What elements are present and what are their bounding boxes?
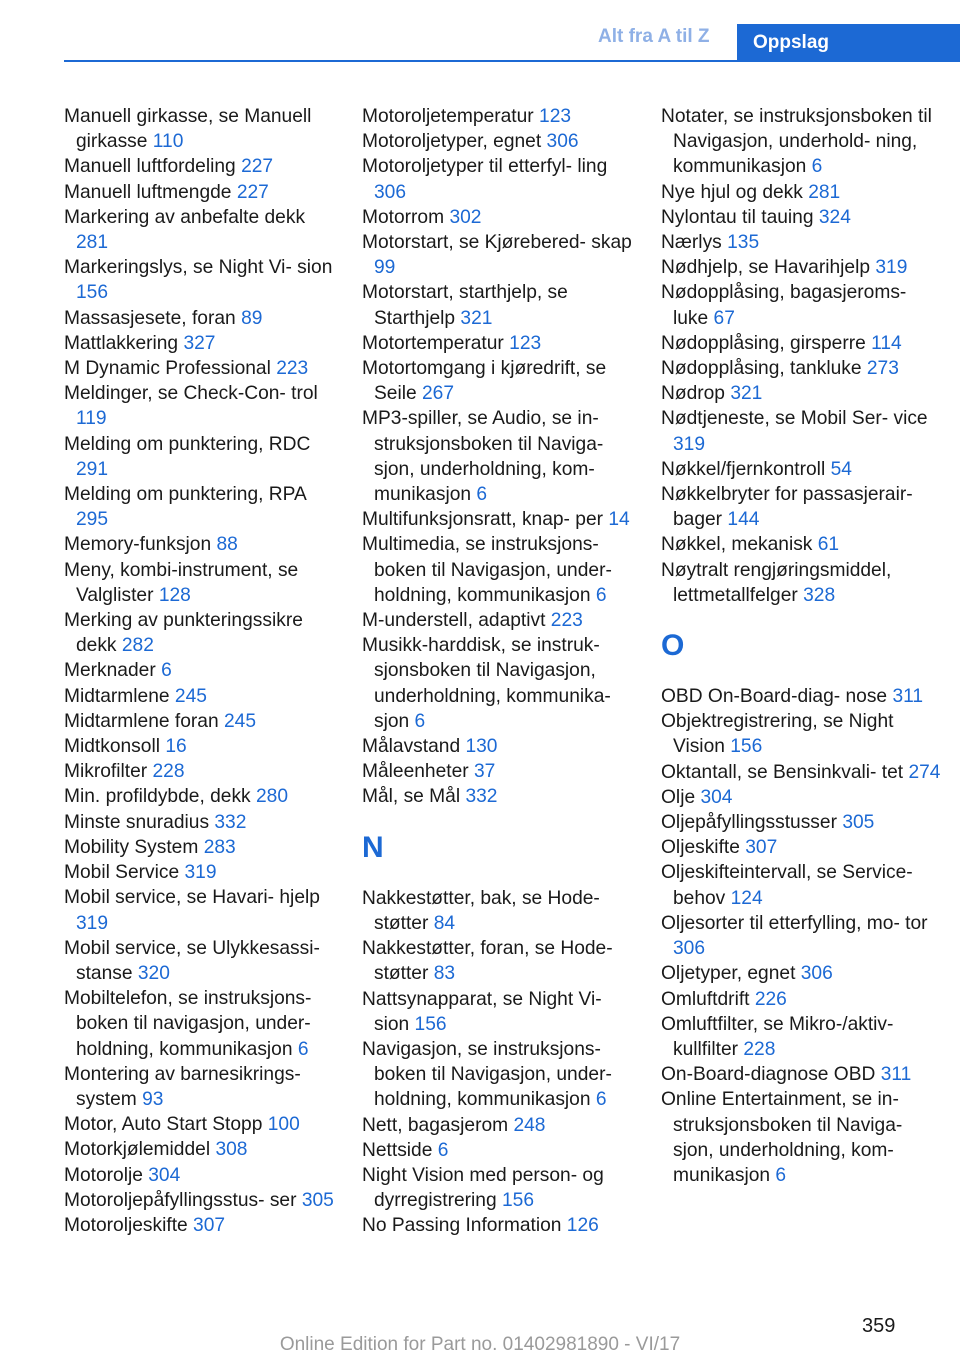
index-page-link[interactable]: 227 (241, 156, 274, 178)
index-entry-text: Montering av barnesikrings- system (64, 1063, 301, 1110)
index-entry-text: Nøkkel/fjernkontroll (661, 458, 826, 480)
index-entry-text: Merknader (64, 660, 156, 682)
index-entry (64, 885, 339, 935)
index-entry (661, 684, 941, 709)
index-entry-text: Måleenheter (362, 761, 469, 783)
index-letter-heading: N (362, 830, 384, 864)
index-entry (64, 356, 339, 381)
index-entry (362, 280, 637, 330)
index-page-link[interactable]: 332 (465, 786, 498, 808)
index-entry (661, 205, 941, 230)
index-entry (64, 810, 339, 835)
index-entry-text: Memory-funksjon (64, 534, 212, 556)
index-letter-heading: O (661, 629, 685, 663)
index-entry-text: Nødopplåsing, bagasjeroms- luke (661, 282, 907, 329)
index-entry-text: M Dynamic Professional (64, 358, 271, 380)
index-entry (64, 684, 339, 709)
index-entry-text: Markeringslys, se Night Vi- sion (64, 257, 333, 279)
index-page-link[interactable]: 304 (700, 786, 733, 808)
index-entry (661, 356, 941, 381)
index-entry (362, 104, 637, 129)
index-page-link[interactable]: 223 (550, 610, 583, 632)
index-entry-text: Mikrofilter (64, 761, 148, 783)
index-entry (64, 784, 339, 809)
index-entry (64, 1213, 339, 1238)
index-entry (64, 936, 339, 986)
index-page-link[interactable]: 6 (775, 1164, 787, 1186)
index-entry-text: Minste snuradius (64, 811, 210, 833)
index-entry (64, 558, 339, 608)
index-entry (64, 532, 339, 557)
index-entry (64, 104, 339, 154)
index-page-link[interactable]: 324 (818, 206, 851, 228)
index-page-link[interactable]: 281 (808, 181, 841, 203)
index-entry (64, 1112, 339, 1137)
index-entry-text: Motoroljetemperatur (362, 106, 534, 127)
index-entry (362, 406, 637, 507)
index-entry-text: Nettside (362, 1139, 433, 1161)
index-entry-text: Oljeskifteintervall, se Service- behov (661, 862, 913, 909)
index-entry (661, 280, 941, 330)
index-entry-text: Nødrop (661, 383, 725, 405)
index-entry (661, 1012, 941, 1062)
index-entry (661, 1087, 941, 1188)
index-page-link[interactable]: 305 (842, 812, 875, 834)
index-entry (64, 860, 339, 885)
index-page-link[interactable]: 223 (276, 358, 309, 380)
index-entry (661, 180, 941, 205)
page-number: 359 (862, 1315, 896, 1337)
index-page-link[interactable]: 328 (803, 584, 836, 606)
index-entry-text: Melding om punktering, RPA (64, 484, 306, 506)
index-page-link[interactable]: 156 (730, 736, 763, 758)
index-entry (64, 759, 339, 784)
index-page-link[interactable]: 88 (216, 534, 238, 556)
index-page-link[interactable]: 228 (152, 761, 185, 783)
index-column-2 (362, 104, 637, 1239)
index-entry-text: Massasjesete, foran (64, 307, 236, 329)
index-page-link[interactable]: 135 (727, 232, 760, 254)
index-page-link[interactable]: 6 (437, 1139, 449, 1161)
index-entry-text: Mobility System (64, 836, 199, 858)
index-entry (64, 1062, 339, 1112)
index-page-link[interactable]: 306 (374, 181, 407, 203)
index-page-link[interactable]: 123 (539, 106, 572, 127)
index-entry-text: Motoroljeskifte (64, 1214, 188, 1236)
index-entry-text: Nødopplåsing, girsperre (661, 332, 866, 354)
index-page-link[interactable]: 304 (148, 1164, 181, 1186)
index-page-link[interactable]: 61 (817, 534, 840, 556)
index-entry-text: Nærlys (661, 232, 722, 254)
index-entry-text: OBD On-Board-diag- nose (661, 686, 888, 708)
index-entry-text: Mobil Service (64, 862, 180, 884)
index-entry (64, 1137, 339, 1162)
index-entry (661, 482, 941, 532)
index-page-link[interactable]: 226 (754, 988, 787, 1010)
index-entry-text: Mål, se Mål (362, 786, 461, 808)
index-entry (661, 860, 941, 910)
index-page-link[interactable]: 306 (800, 963, 833, 985)
index-entry (362, 987, 637, 1037)
index-page-link[interactable]: 302 (449, 206, 482, 228)
index-entry (64, 709, 339, 734)
index-entry (362, 205, 637, 230)
index-page-link[interactable]: 307 (745, 837, 778, 859)
index-page-link[interactable]: 124 (730, 887, 763, 909)
index-page-link[interactable]: 128 (158, 584, 191, 606)
index-entry (362, 356, 637, 406)
index-entry-text: Omluftfilter, se Mikro-/aktiv- kullfilter (661, 1013, 894, 1060)
index-entry-text: Motorkjølemiddel (64, 1139, 211, 1161)
index-page-link[interactable]: 67 (713, 307, 735, 329)
index-page-link[interactable]: 319 (76, 912, 109, 934)
index-page-link[interactable]: 16 (165, 736, 187, 758)
index-entry-text: No Passing Information (362, 1215, 562, 1237)
index-page-link[interactable]: 307 (193, 1214, 226, 1236)
index-entry (362, 1037, 637, 1113)
index-page-link[interactable]: 311 (892, 686, 924, 708)
index-entry-text: Nødhjelp, se Havarihjelp (661, 257, 871, 279)
index-entry-text: Motor, Auto Start Stopp (64, 1114, 263, 1136)
index-page-link[interactable]: 123 (509, 332, 542, 354)
index-page-link[interactable]: 130 (465, 736, 498, 758)
index-entry (64, 331, 339, 356)
index-page-link[interactable]: 228 (743, 1038, 776, 1060)
index-entry-text: Mattlakkering (64, 332, 179, 354)
index-page-link[interactable]: 114 (871, 332, 902, 354)
index-entry-text: Notater, se instruksjonsboken til Navigasjon, underhold- ning, kommunikasjon (661, 106, 932, 178)
index-entry-text: Multimedia, se instruksjons- boken til Navigasjon, under- holdning, kommunikasjon (362, 534, 612, 606)
index-entry-text: Nøytralt rengjøringsmiddel, lettmetallfelger (661, 559, 892, 606)
index-page-link[interactable]: 93 (142, 1088, 164, 1110)
index-entry (64, 1188, 339, 1213)
index-entry-text: Olje (661, 786, 696, 808)
index-entry (64, 255, 339, 305)
index-entry (64, 734, 339, 759)
index-entry-text: On-Board-diagnose OBD (661, 1064, 876, 1086)
index-entry-text: Mobiltelefon, se instruksjons- boken til navigasjon, under- holdning, kommunikasjon (64, 988, 312, 1060)
index-page-link[interactable]: 156 (501, 1190, 534, 1212)
index-entry-text: Min. profildybde, dekk (64, 786, 251, 808)
index-entry (661, 230, 941, 255)
index-entry-text: Omluftdrift (661, 988, 750, 1010)
index-page-link[interactable]: 6 (297, 1038, 309, 1060)
index-page-link[interactable]: 89 (241, 307, 263, 329)
index-entry-text: Meldinger, se Check-Con- trol (64, 383, 318, 405)
index-page-link[interactable]: 267 (422, 383, 455, 405)
index-page-link[interactable]: 281 (76, 232, 109, 254)
index-entry-text: Mobil service, se Ulykkesassi- stanse (64, 937, 320, 984)
index-entry-text: Midtkonsoll (64, 736, 160, 758)
index-page-link[interactable]: 306 (673, 938, 706, 960)
index-entry-text: Meny, kombi-instrument, se Valglister (64, 559, 299, 606)
index-entry (362, 784, 637, 809)
index-page-link[interactable]: 6 (161, 660, 172, 682)
index-page-link[interactable]: 6 (811, 156, 823, 178)
index-page-link[interactable]: 54 (830, 458, 852, 480)
index-entry-text: Motoroljetyper, egnet (362, 131, 542, 153)
index-entry (64, 381, 339, 431)
index-page-link[interactable]: 110 (152, 131, 184, 153)
index-entry-text: Midtarmlene (64, 685, 170, 707)
index-page-link[interactable]: 126 (566, 1215, 599, 1237)
index-entry (64, 306, 339, 331)
index-page-link[interactable]: 327 (183, 332, 216, 354)
footer-edition: Online Edition for Part no. 01402981890 - VI/17 (279, 1334, 681, 1355)
index-entry (362, 507, 637, 532)
index-entry (64, 658, 339, 683)
index-entry (661, 810, 941, 835)
index-entry (362, 230, 637, 280)
section-tab[interactable]: Alt fra A til Z (598, 26, 710, 47)
index-entry (64, 1163, 339, 1188)
index-page-link[interactable]: 283 (203, 836, 236, 858)
index-entry (362, 154, 637, 204)
index-page-link[interactable]: 100 (267, 1114, 300, 1136)
index-entry (661, 104, 941, 180)
index-entry (362, 734, 637, 759)
index-entry (661, 457, 941, 482)
index-entry-text: Nøkkelbryter for passasjerair- bager (661, 484, 913, 531)
index-entry-text: Oljesorter til etterfylling, mo- tor (661, 912, 928, 934)
index-entry (661, 835, 941, 860)
index-entry (362, 129, 637, 154)
index-entry-text: Online Entertainment, se in- struksjonsboken til Naviga- sjon, underholdning, kom- munikasjon (661, 1089, 903, 1186)
index-entry-text: Motorstart, se Kjørebered- skap (362, 232, 632, 254)
index-entry-text: Oljeskifte (661, 837, 740, 859)
index-page-link[interactable]: 306 (546, 131, 579, 153)
index-entry (661, 785, 941, 810)
index-entry (64, 205, 339, 255)
index-page-link[interactable]: 321 (730, 383, 763, 405)
index-page-link[interactable]: 156 (414, 1013, 447, 1035)
index-entry (661, 558, 941, 608)
index-entry (362, 1163, 637, 1213)
index-entry (362, 936, 637, 986)
index-entry-text: Nye hjul og dekk (661, 181, 803, 203)
index-page-link[interactable]: 282 (121, 635, 154, 657)
index-entry-text: Nødopplåsing, tankluke (661, 358, 862, 380)
index-column-1 (64, 104, 339, 1238)
index-page-link[interactable]: 119 (76, 408, 107, 430)
index-page-link[interactable]: 305 (301, 1189, 334, 1211)
index-page-link[interactable]: 6 (595, 1089, 607, 1111)
index-page-link[interactable]: 227 (236, 181, 269, 203)
index-page-link[interactable]: 280 (255, 786, 288, 808)
index-entry-text: Nakkestøtter, foran, se Hode- støtter (362, 938, 613, 985)
index-page-link[interactable]: 37 (474, 761, 496, 783)
index-entry (661, 987, 941, 1012)
index-entry-text: Motortemperatur (362, 332, 504, 354)
index-page-link[interactable]: 144 (727, 509, 760, 531)
index-entry-text: Midtarmlene foran (64, 710, 219, 732)
index-entry-text: Oljepåfyllingsstusser (661, 812, 837, 834)
index-entry (661, 709, 941, 759)
index-entry-text: Night Vision med person- og dyrregistrering (362, 1164, 604, 1212)
index-entry (64, 432, 339, 482)
chapter-tab[interactable]: Oppslag (737, 24, 960, 62)
index-page-link[interactable]: 245 (223, 710, 256, 732)
index-entry-text: Oljetyper, egnet (661, 963, 796, 985)
index-page-link[interactable]: 321 (460, 307, 493, 329)
index-entry-text: Motorolje (64, 1164, 143, 1186)
index-page-link[interactable]: 308 (215, 1139, 248, 1161)
index-entry-text: Navigasjon, se instruksjons- boken til Navigasjon, under- holdning, kommunikasjon (362, 1038, 612, 1111)
index-column-3 (661, 104, 941, 1188)
index-entry (661, 532, 941, 557)
index-entry-text: Manuell luftfordeling (64, 156, 236, 178)
index-page-link[interactable]: 274 (908, 761, 941, 783)
page-header (0, 0, 960, 64)
index-entry (64, 154, 339, 179)
index-entry (362, 532, 637, 608)
index-entry (362, 759, 637, 784)
index-entry-text: Musikk-harddisk, se instruk- sjonsboken til Navigasjon, underholdning, kommunika- sjon (362, 635, 611, 732)
index-entry-text: Nattsynapparat, se Night Vi- sion (362, 988, 602, 1035)
index-entry-text: Motoroljepåfyllingsstus- ser (64, 1189, 297, 1211)
index-entry (661, 331, 941, 356)
index-entry-text: Oktantall, se Bensinkvali- tet (661, 761, 904, 783)
index-entry-text: M-understell, adaptivt (362, 610, 546, 632)
index-entry (362, 331, 637, 356)
index-entry-text: Mobil service, se Havari- hjelp (64, 887, 320, 909)
index-entry-text: Manuell luftmengde (64, 181, 232, 203)
index-entry (661, 255, 941, 280)
index-page-link[interactable]: 156 (76, 282, 109, 304)
index-entry-text: Nett, bagasjerom (362, 1114, 509, 1136)
index-page-link[interactable]: 14 (608, 509, 630, 531)
index-entry-text: Melding om punktering, RDC (64, 433, 311, 455)
index-entry (661, 961, 941, 986)
index-entry-text: Nakkestøtter, bak, se Hode- støtter (362, 887, 600, 934)
index-page-link[interactable]: 248 (513, 1114, 546, 1136)
index-page-link[interactable]: 320 (137, 962, 170, 984)
index-entry (362, 886, 637, 936)
index-entry-text: Målavstand (362, 736, 461, 758)
index-entry-text: Multifunksjonsratt, knap- per (362, 509, 604, 531)
index-page-link[interactable]: 332 (214, 811, 247, 833)
index-page-link[interactable]: 311 (880, 1064, 912, 1086)
index-entry-text: Motorstart, starthjelp, se Starthjelp (362, 282, 568, 329)
index-entry (362, 608, 637, 633)
index-entry (661, 760, 941, 785)
index-entry (661, 406, 941, 456)
index-entry (661, 1062, 941, 1087)
index-entry (64, 180, 339, 205)
index-entry-text: Nøkkel, mekanisk (661, 534, 813, 556)
index-entry-text: Motoroljetyper til etterfyl- ling (362, 156, 608, 178)
index-page-link[interactable]: 245 (174, 685, 207, 707)
index-entry (64, 608, 339, 658)
index-page-link[interactable]: 6 (595, 584, 607, 606)
index-entry-text: Motorrom (362, 206, 445, 228)
index-entry-text: Markering av anbefalte dekk (64, 206, 306, 228)
index-entry (362, 1213, 637, 1238)
index-entry (64, 482, 339, 532)
index-page-link[interactable]: 84 (433, 912, 456, 934)
index-entry (64, 986, 339, 1062)
index-entry (362, 1138, 637, 1163)
index-page-link[interactable]: 291 (76, 458, 109, 480)
index-entry (661, 911, 941, 961)
index-page-link[interactable]: 6 (414, 710, 426, 732)
index-entry-text: Nødtjeneste, se Mobil Ser- vice (661, 408, 928, 430)
index-page-link[interactable]: 295 (76, 509, 109, 531)
index-page-link[interactable]: 319 (875, 257, 908, 279)
index-entry-text: MP3-spiller, se Audio, se in- struksjonsboken til Naviga- sjon, underholdning, kom- munikasjon (362, 408, 604, 506)
index-entry (661, 381, 941, 406)
index-entry (362, 633, 637, 734)
index-page-link[interactable]: 99 (374, 257, 396, 279)
header-rule (64, 60, 960, 62)
index-page-link[interactable]: 319 (184, 862, 217, 884)
index-entry-text: Manuell girkasse, se Manuell girkasse (64, 106, 312, 153)
index-page-link[interactable]: 83 (433, 963, 456, 985)
index-entry-text: Motortomgang i kjøredrift, se Seile (362, 358, 607, 405)
index-entry-text: Nylontau til tauing (661, 206, 814, 228)
index-page-link[interactable]: 273 (866, 358, 899, 380)
index-entry-text: Merking av punkteringssikre dekk (64, 610, 303, 657)
index-page-link[interactable]: 6 (476, 484, 488, 506)
index-entry (362, 1113, 637, 1138)
index-entry (64, 835, 339, 860)
index-page-link[interactable]: 319 (673, 433, 706, 455)
index-entry-text: Objektregistrering, se Night Vision (661, 711, 894, 758)
